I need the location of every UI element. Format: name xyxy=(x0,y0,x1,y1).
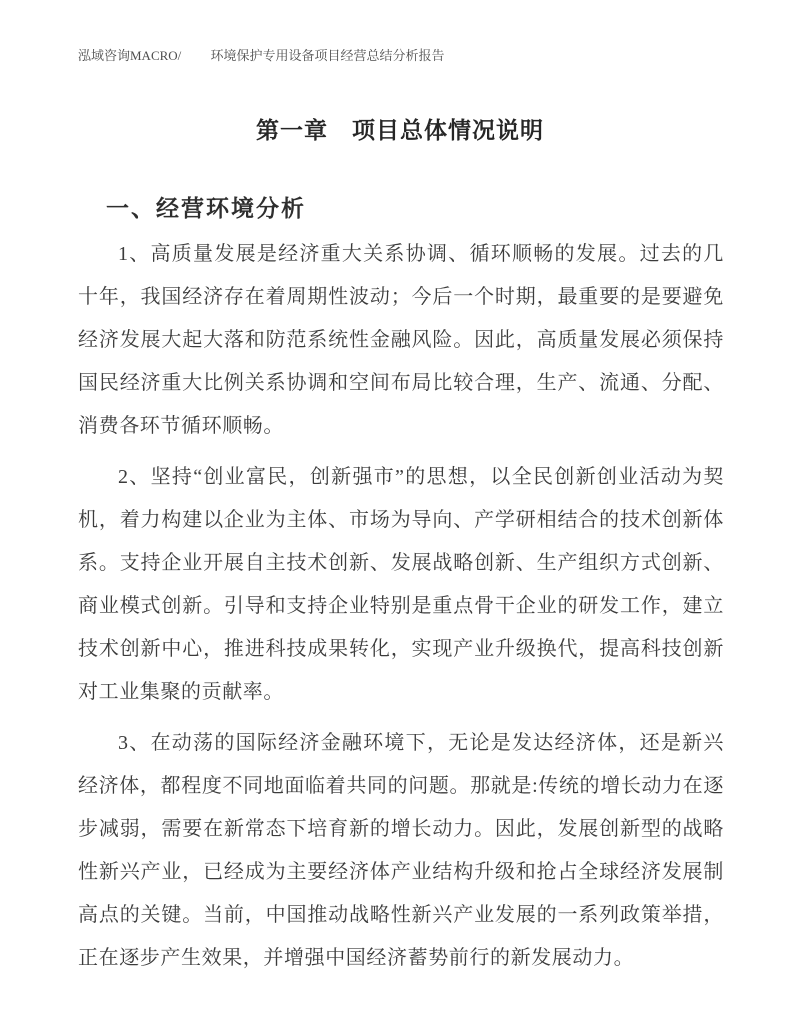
paragraph-1: 1、高质量发展是经济重大关系协调、循环顺畅的发展。过去的几十年，我国经济存在着周期性波动；今后一个时期，最重要的是要避免经济发展大起大落和防范系统性金融风险。因此，高质量发展必须保持国民经济重大比例关系协调和空间布局比较合理，生产、流通、分配、消费各环节循环顺畅。 xyxy=(78,243,724,437)
header-doc-title: 环境保护专用设备项目经营总结分析报告 xyxy=(210,48,445,63)
document-body xyxy=(78,233,724,988)
page-header xyxy=(78,48,722,64)
section-heading: 一、经营环境分析 xyxy=(106,196,306,221)
chapter-title: 第一章 项目总体情况说明 xyxy=(256,118,544,143)
header-brand: 泓域咨询MACRO/ xyxy=(78,48,182,63)
paragraph-3: 3、在动荡的国际经济金融环境下，无论是发达经济体，还是新兴经济体，都程度不同地面临着共同的问题。那就是:传统的增长动力在逐步减弱，需要在新常态下培育新的增长动力。因此，发展创新型的战略性新兴产业，已经成为主要经济体产业结构升级和抢占全球经济发展制高点的关键。当前，中国推动战略性新兴产业发展的一系列政策举措，正在逐步产生效果，并增强中国经济蓄势前行的新发展动力。 xyxy=(78,732,724,969)
paragraph-2: 2、坚持“创业富民，创新强市”的思想，以全民创新创业活动为契机，着力构建以企业为主体、市场为导向、产学研相结合的技术创新体系。支持企业开展自主技术创新、发展战略创新、生产组织方式创新、商业模式创新。引导和支持企业特别是重点骨干企业的研发工作，建立技术创新中心，推进科技成果转化，实现产业升级换代，提高科技创新对工业集聚的贡献率。 xyxy=(78,466,724,703)
